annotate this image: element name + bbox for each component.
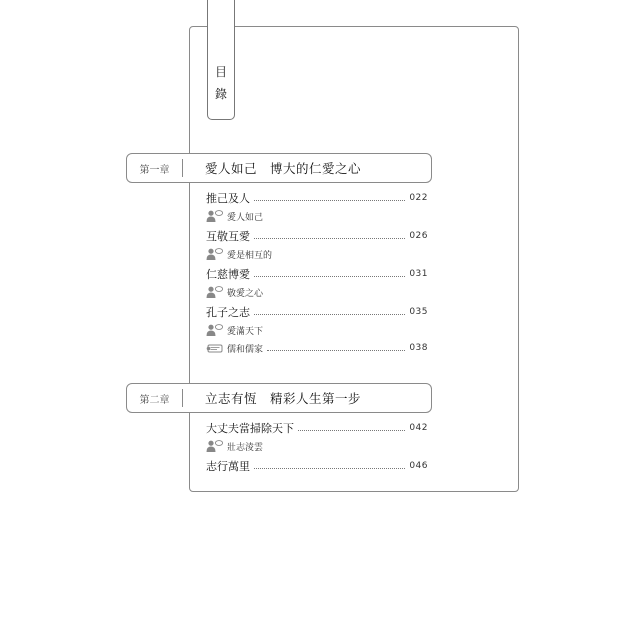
chapter-2-number: 第二章 bbox=[139, 394, 170, 406]
toc-subentry[interactable] bbox=[206, 247, 272, 261]
toc-subentry[interactable] bbox=[206, 285, 263, 299]
chapter-1-header[interactable] bbox=[126, 153, 432, 183]
leader-dots bbox=[254, 468, 405, 469]
leader-dots bbox=[254, 200, 405, 201]
chapter-1-divider bbox=[182, 159, 183, 177]
toc-subentry[interactable] bbox=[206, 323, 263, 337]
chapter-2-divider bbox=[182, 389, 183, 407]
leader-dots bbox=[254, 276, 405, 277]
chapter-2-title: 立志有恆 精彩人生第一步 bbox=[205, 391, 362, 406]
toc-subentry-label: 愛人如己 bbox=[227, 212, 264, 223]
person-speech-icon bbox=[206, 248, 224, 260]
toc-entry-title: 仁慈博愛 bbox=[206, 268, 250, 281]
toc-entry-page: 026 bbox=[409, 231, 428, 241]
leader-dots bbox=[254, 314, 405, 315]
toc-entry-title: 志行萬里 bbox=[206, 460, 250, 473]
leader-dots bbox=[298, 430, 405, 431]
toc-entry-page: 046 bbox=[409, 461, 428, 471]
toc-subentry-label: 壯志淩雲 bbox=[227, 442, 264, 453]
toc-entry-page: 031 bbox=[409, 269, 428, 279]
toc-heading-tab bbox=[207, 0, 235, 120]
toc-entry-title: 孔子之志 bbox=[206, 306, 250, 319]
person-speech-icon bbox=[206, 324, 224, 336]
leader-dots bbox=[254, 238, 405, 239]
toc-entry-title: 互敬互愛 bbox=[206, 230, 250, 243]
toc-entry[interactable] bbox=[206, 191, 428, 205]
toc-entry[interactable] bbox=[206, 459, 428, 473]
toc-heading-char-1: 目 bbox=[214, 65, 227, 79]
toc-entry-title: 推己及人 bbox=[206, 192, 250, 205]
toc-entry-page: 035 bbox=[409, 307, 428, 317]
toc-entry-page: 022 bbox=[409, 193, 428, 203]
person-speech-icon bbox=[206, 440, 224, 452]
toc-heading-char-2: 錄 bbox=[214, 87, 227, 101]
toc-entry[interactable] bbox=[206, 421, 428, 435]
toc-entry[interactable] bbox=[206, 305, 428, 319]
chapter-2-header[interactable] bbox=[126, 383, 432, 413]
toc-subentry[interactable] bbox=[206, 439, 263, 453]
toc-subentry-label: 愛滿天下 bbox=[227, 326, 264, 337]
toc-subentry-label: 敬愛之心 bbox=[227, 288, 264, 299]
toc-subentry[interactable] bbox=[206, 209, 263, 223]
chapter-1-number: 第一章 bbox=[139, 164, 170, 176]
toc-entry-title: 大丈夫當掃除天下 bbox=[206, 422, 294, 435]
scroll-icon bbox=[206, 342, 224, 354]
toc-entry[interactable] bbox=[206, 229, 428, 243]
toc-extra-entry[interactable] bbox=[206, 341, 428, 355]
chapter-1-title: 愛人如己 博大的仁愛之心 bbox=[205, 161, 362, 176]
toc-extra-page: 038 bbox=[409, 343, 428, 353]
toc-entry-page: 042 bbox=[409, 423, 428, 433]
person-speech-icon bbox=[206, 210, 224, 222]
leader-dots bbox=[267, 350, 405, 351]
toc-extra-label: 儒和儒家 bbox=[227, 344, 264, 355]
person-speech-icon bbox=[206, 286, 224, 298]
toc-entry[interactable] bbox=[206, 267, 428, 281]
toc-subentry-label: 愛是相互的 bbox=[227, 250, 273, 261]
